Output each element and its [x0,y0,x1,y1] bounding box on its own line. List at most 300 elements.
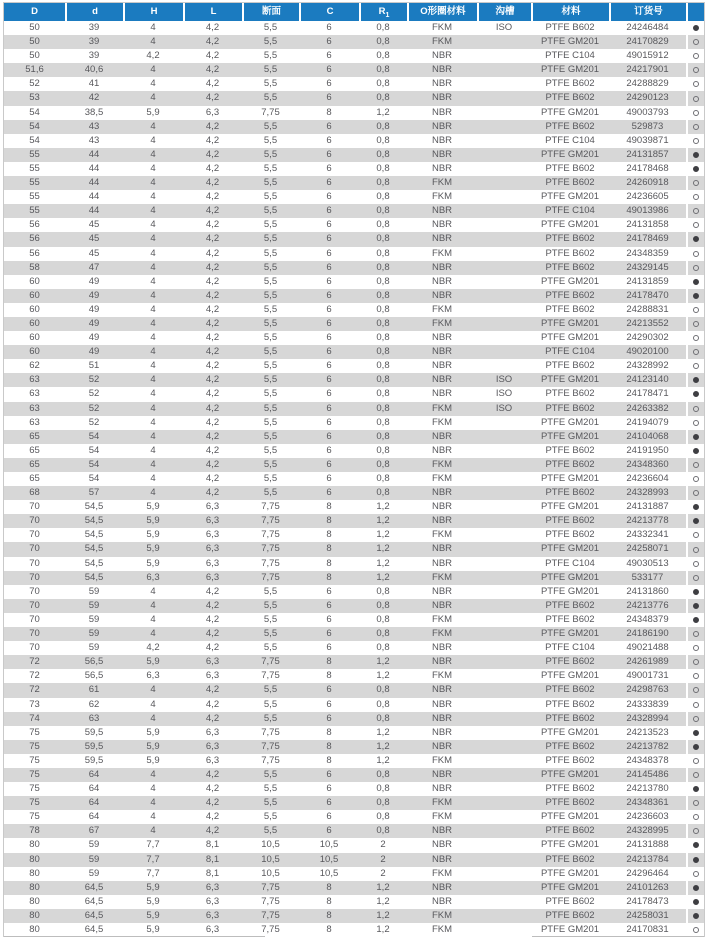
cell-col-C: 6 [326,628,332,640]
cell-col-section: 5,5 [263,628,278,640]
cell-col-R1: 0,8 [376,416,390,428]
cell-col-d: 59 [88,853,100,865]
table-body [4,21,704,937]
cell-col-material: PTFE GM201 [540,585,600,597]
cell-col-groove [477,91,531,105]
availability-open-icon [693,335,699,341]
table-row [4,726,704,740]
cell-col-material: PTFE B602 [545,247,595,259]
availability-open-icon [693,180,699,186]
availability-cell [686,232,704,246]
availability-cell [686,613,704,627]
cell-col-C: 6 [326,599,332,611]
cell-col-order-number: 24348360 [626,458,669,470]
cell-col-C: 6 [326,346,332,358]
availability-filled-icon [693,448,699,454]
cell-col-C: 6 [326,585,332,597]
cell-col-R1: 0,8 [376,388,390,400]
cell-col-order-number: 24131859 [626,275,669,287]
cell-col-D: 56 [29,219,40,231]
table-row [4,557,704,571]
cell-col-d: 49 [88,303,100,315]
cell-col-groove [477,698,531,712]
cell-col-D: 80 [29,895,40,907]
cell-col-order-number: 24131857 [626,148,669,160]
availability-cell [686,599,704,613]
cell-col-H: 4 [150,120,156,132]
cell-col-C: 6 [326,712,332,724]
cell-col-H: 4,2 [146,50,160,62]
cell-col-oring-material: NBR [431,162,453,174]
cell-col-material: PTFE B602 [545,740,595,752]
availability-open-icon [693,194,699,200]
cell-col-d: 51 [88,360,100,372]
cell-col-d: 54,5 [84,529,104,541]
table-row [4,91,704,105]
cell-col-C: 8 [326,726,332,738]
cell-col-H: 4 [150,388,156,400]
cell-col-section: 7,75 [261,656,280,668]
cell-col-L: 4,2 [205,120,220,132]
cell-col-groove [477,853,531,867]
availability-cell [686,91,704,105]
availability-cell [686,486,704,500]
cell-col-C: 8 [326,571,332,583]
cell-col-L: 6,3 [205,515,220,527]
cell-col-material: PTFE B602 [545,402,595,414]
table-row [4,416,704,430]
availability-cell [686,49,704,63]
cell-col-order-number: 529873 [631,120,664,132]
cell-col-H: 4 [150,134,156,146]
cell-col-L: 4,2 [205,430,220,442]
availability-cell [686,148,704,162]
cell-col-groove: ISO [495,22,513,33]
cell-col-material: PTFE C104 [545,205,595,217]
cell-col-oring-material: FKM [431,811,453,823]
availability-open-icon [693,673,699,679]
cell-col-R1: 0,8 [376,444,390,456]
table-row [4,796,704,810]
availability-filled-icon [693,744,699,750]
cell-col-H: 4 [150,613,156,625]
table-header-row [4,3,704,21]
cell-col-H: 6,3 [146,571,160,583]
cell-col-R1: 1,2 [376,909,390,921]
cell-col-L: 4,2 [205,22,220,33]
cell-col-material: PTFE B602 [545,825,595,837]
availability-open-icon [693,208,699,214]
table-row [4,740,704,754]
cell-col-C: 8 [326,515,332,527]
cell-col-D: 75 [29,797,40,809]
cell-col-C: 6 [326,36,332,48]
cell-col-section: 7,75 [261,501,280,513]
table-row [4,261,704,275]
cell-col-section: 5,5 [263,712,278,724]
cell-col-groove [477,444,531,458]
cell-col-order-number: 49003793 [626,106,669,118]
cell-col-oring-material: NBR [431,783,453,795]
cell-col-D: 60 [29,346,40,358]
cell-col-d: 64,5 [84,895,104,907]
cell-col-material: PTFE C104 [545,557,595,569]
cell-col-C: 8 [326,106,332,118]
availability-filled-icon [693,885,699,891]
cell-col-d: 41 [88,78,100,90]
cell-col-oring-material: NBR [431,346,453,358]
cell-col-oring-material: NBR [431,853,453,865]
cell-col-d: 38,5 [84,106,104,118]
cell-col-material: PTFE B602 [545,712,595,724]
cell-col-material: PTFE GM201 [540,628,600,640]
cell-col-section: 5,5 [263,219,278,231]
cell-col-groove [477,627,531,641]
availability-open-icon [693,772,699,778]
cell-col-oring-material: FKM [431,613,453,625]
availability-cell [686,627,704,641]
availability-open-icon [693,631,699,637]
availability-cell [686,712,704,726]
availability-cell [686,261,704,275]
cell-col-C: 6 [326,275,332,287]
cell-col-H: 5,9 [146,881,160,893]
cell-col-D: 60 [29,303,40,315]
header-col-D: D [31,6,38,17]
cell-col-R1: 0,8 [376,628,390,640]
cell-col-H: 4 [150,289,156,301]
availability-open-icon [693,927,699,933]
availability-filled-icon [693,25,699,31]
cell-col-L: 4,2 [205,360,220,372]
cell-col-d: 54 [88,458,100,470]
table-row [4,909,704,923]
cell-col-L: 6,3 [205,881,220,893]
cell-col-section: 5,5 [263,402,278,414]
cell-col-material: PTFE GM201 [540,924,600,935]
cell-col-R1: 1,2 [376,543,390,555]
cell-col-order-number: 24288829 [626,78,669,90]
cell-col-D: 75 [29,783,40,795]
cell-col-material: PTFE GM201 [540,811,600,823]
cell-col-C: 10,5 [319,867,339,879]
availability-filled-icon [693,377,699,383]
availability-filled-icon [693,857,699,863]
cell-col-L: 6,3 [205,740,220,752]
cell-col-D: 70 [29,585,40,597]
cell-col-d: 44 [88,205,100,217]
cell-col-oring-material: NBR [431,233,453,245]
cell-col-R1: 0,8 [376,783,390,795]
cell-col-D: 63 [29,402,40,414]
cell-col-R1: 0,8 [376,303,390,315]
cell-col-D: 70 [29,515,40,527]
cell-col-R1: 0,8 [376,684,390,696]
cell-col-d: 47 [88,261,100,273]
cell-col-d: 44 [88,148,100,160]
cell-col-groove [477,655,531,669]
cell-col-L: 6,3 [205,543,220,555]
cell-col-order-number: 49030513 [626,557,669,569]
cell-col-H: 7,7 [146,839,160,851]
cell-col-groove [477,49,531,63]
cell-col-D: 55 [29,191,40,203]
cell-col-order-number: 24170831 [626,924,669,935]
cell-col-L: 4,2 [205,698,220,710]
cell-col-R1: 1,2 [376,571,390,583]
cell-col-d: 49 [88,289,100,301]
availability-filled-icon [693,434,699,440]
cell-col-D: 50 [29,50,40,62]
cell-col-C: 8 [326,924,332,935]
cell-col-section: 7,75 [261,543,280,555]
cell-col-C: 10,5 [319,839,339,851]
cell-col-R1: 0,8 [376,247,390,259]
cell-col-C: 6 [326,416,332,428]
cell-col-L: 4,2 [205,458,220,470]
cell-col-section: 5,5 [263,430,278,442]
cell-col-L: 6,3 [205,895,220,907]
cell-col-section: 5,5 [263,289,278,301]
cell-col-material: PTFE C104 [545,134,595,146]
cell-col-d: 54 [88,430,100,442]
cell-col-C: 6 [326,191,332,203]
cell-col-groove [477,134,531,148]
cell-col-groove [477,824,531,838]
header-col-R1: $R_1$ [359,3,407,21]
table-row [4,486,704,500]
cell-col-L: 4,2 [205,613,220,625]
cell-col-oring-material: FKM [431,924,453,935]
availability-cell [686,247,704,261]
cell-col-order-number: 49015912 [626,50,669,62]
cell-col-section: 5,5 [263,585,278,597]
cell-col-L: 4,2 [205,332,220,344]
cell-col-material: PTFE C104 [545,50,595,62]
cell-col-L: 4,2 [205,303,220,315]
cell-col-section: 5,5 [263,148,278,160]
cell-col-D: 80 [29,909,40,921]
cell-col-L: 4,2 [205,289,220,301]
cell-col-section: 5,5 [263,22,278,33]
cell-col-section: 7,75 [261,895,280,907]
cell-col-order-number: 24213782 [626,740,669,752]
cell-col-L: 4,2 [205,388,220,400]
cell-col-R1: 0,8 [376,177,390,189]
availability-cell [686,289,704,303]
cell-col-L: 4,2 [205,177,220,189]
cell-col-oring-material: NBR [431,444,453,456]
cell-col-order-number: 24329145 [626,261,669,273]
cell-col-oring-material: NBR [431,585,453,597]
cell-col-C: 6 [326,811,332,823]
table-row [4,712,704,726]
cell-col-d: 44 [88,162,100,174]
availability-open-icon [693,462,699,468]
cell-col-section: 5,5 [263,92,278,104]
cell-col-groove [477,162,531,176]
cell-col-D: 70 [29,557,40,569]
table-row [4,472,704,486]
cell-col-H: 4 [150,148,156,160]
cell-col-L: 4,2 [205,797,220,809]
table-row [4,402,704,416]
cell-col-section: 5,5 [263,374,278,386]
table-row [4,895,704,909]
cell-col-groove [477,218,531,232]
cell-col-order-number: 24213780 [626,783,669,795]
availability-open-icon [693,716,699,722]
cell-col-R1: 1,2 [376,895,390,907]
cell-col-oring-material: NBR [431,120,453,132]
cell-col-groove: ISO [495,402,513,414]
table-row [4,77,704,91]
cell-col-order-number: 24104068 [626,430,669,442]
cell-col-C: 6 [326,50,332,62]
cell-col-groove [477,345,531,359]
cell-col-R1: 1,2 [376,740,390,752]
cell-col-C: 6 [326,473,332,484]
cell-col-R1: 1,2 [376,881,390,893]
availability-cell [686,726,704,740]
cell-col-d: 54,5 [84,515,104,527]
availability-cell [686,402,704,416]
cell-col-oring-material: FKM [431,458,453,470]
availability-cell [686,458,704,472]
table-row [4,599,704,613]
cell-col-groove [477,726,531,740]
availability-cell [686,63,704,77]
cell-col-H: 5,9 [146,106,160,118]
cell-col-L: 4,2 [205,487,220,499]
cell-col-R1: 1,2 [376,726,390,738]
cell-col-H: 4 [150,684,156,696]
cell-col-d: 43 [88,134,100,146]
cell-col-C: 6 [326,162,332,174]
cell-col-R1: 1,2 [376,557,390,569]
cell-col-H: 4 [150,78,156,90]
availability-cell [686,542,704,556]
cell-col-order-number: 49013986 [626,205,669,217]
cell-col-oring-material: FKM [431,36,453,48]
cell-col-groove [477,106,531,120]
cell-col-d: 59 [88,839,100,851]
cell-col-d: 39 [88,36,100,48]
cell-col-R1: 0,8 [376,78,390,90]
cell-col-oring-material: NBR [431,881,453,893]
availability-cell [686,514,704,528]
availability-cell [686,430,704,444]
header-col-order-number: 订货号 [609,3,686,21]
availability-filled-icon [693,391,699,397]
cell-col-d: 49 [88,346,100,358]
cell-col-oring-material: NBR [431,656,453,668]
cell-col-section: 5,5 [263,811,278,823]
cell-col-section: 7,75 [261,515,280,527]
table-row [4,120,704,134]
cell-col-H: 4 [150,698,156,710]
cell-col-order-number: 533177 [631,571,664,583]
cell-col-H: 4 [150,628,156,640]
cell-col-R1: 0,8 [376,430,390,442]
cell-col-C: 6 [326,698,332,710]
availability-open-icon [693,575,699,581]
cell-col-d: 64 [88,783,100,795]
cell-col-H: 4 [150,430,156,442]
cell-col-order-number: 24296464 [626,867,669,879]
cell-col-L: 6,3 [205,106,220,118]
availability-cell [686,838,704,852]
cell-col-oring-material: NBR [431,740,453,752]
cell-col-H: 4 [150,768,156,780]
cell-col-material: PTFE B602 [545,92,595,104]
cell-col-R1: 0,8 [376,275,390,287]
availability-cell [686,853,704,867]
cell-col-R1: 0,8 [376,191,390,203]
availability-cell [686,134,704,148]
header-subscript: 1 [385,11,390,19]
cell-col-L: 4,2 [205,36,220,48]
cell-col-R1: 0,8 [376,599,390,611]
cell-col-order-number: 24178471 [626,388,669,400]
cell-col-order-number: 24246484 [626,22,669,33]
availability-open-icon [693,96,699,102]
availability-open-icon [693,265,699,271]
cell-col-R1: 0,8 [376,360,390,372]
cell-col-R1: 0,8 [376,22,390,33]
cell-col-oring-material: NBR [431,501,453,513]
cell-col-material: PTFE B602 [545,909,595,921]
availability-cell [686,500,704,514]
header-col-d: d [65,3,123,21]
cell-col-H: 4 [150,797,156,809]
cell-col-order-number: 24213552 [626,317,669,329]
cell-col-D: 80 [29,881,40,893]
table-row [4,867,704,881]
cell-col-C: 6 [326,613,332,625]
cell-col-C: 6 [326,148,332,160]
cell-col-L: 6,3 [205,924,220,935]
cell-col-material: PTFE B602 [545,22,595,33]
availability-open-icon [693,547,699,553]
table-row [4,49,704,63]
cell-col-oring-material: FKM [431,473,453,484]
cell-col-D: 65 [29,473,40,484]
cell-col-H: 4 [150,712,156,724]
cell-col-oring-material: FKM [431,797,453,809]
cell-col-material: PTFE B602 [545,487,595,499]
cell-col-D: 54 [29,106,40,118]
cell-col-oring-material: FKM [431,22,453,33]
cell-col-d: 61 [88,684,100,696]
cell-col-order-number: 24261989 [626,656,669,668]
cell-col-groove [477,204,531,218]
cell-col-section: 7,75 [261,557,280,569]
availability-cell [686,275,704,289]
table-row [4,655,704,669]
availability-cell [686,106,704,120]
cell-col-C: 6 [326,783,332,795]
cell-col-R1: 1,2 [376,670,390,682]
cell-col-order-number: 24288831 [626,303,669,315]
availability-filled-icon [693,293,699,299]
table-row [4,176,704,190]
cell-col-H: 4 [150,402,156,414]
cell-col-material: PTFE GM201 [540,867,600,879]
cell-col-material: PTFE GM201 [540,543,600,555]
cell-col-d: 56,5 [84,656,104,668]
cell-col-material: PTFE B602 [545,261,595,273]
